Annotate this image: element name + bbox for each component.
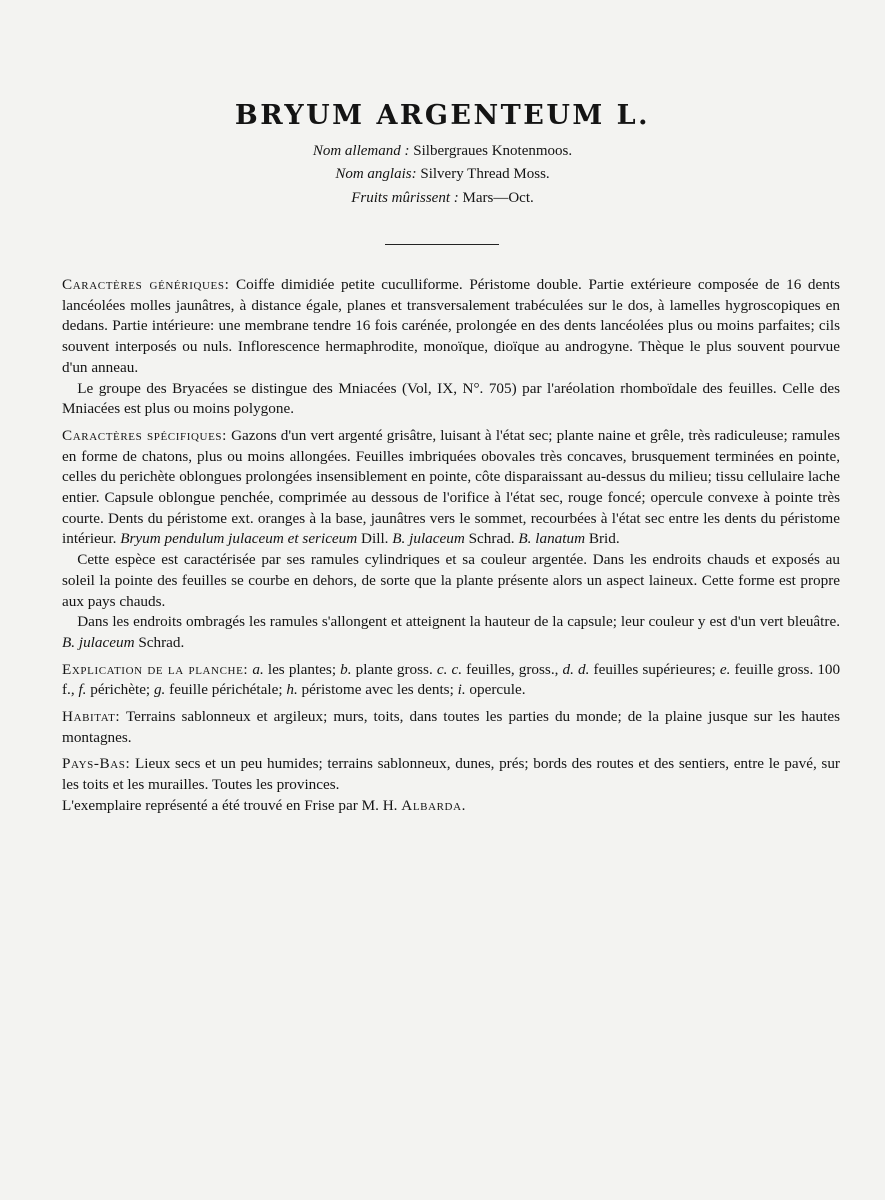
synonym-1: Bryum pendulum julaceum et sericeum bbox=[120, 530, 358, 548]
english-name-line bbox=[0, 166, 885, 183]
collector-name: Albarda. bbox=[401, 796, 467, 814]
generic-characters-text: Coiffe dimidiée petite cuculliforme. Péristome double. Partie extérieure composée de 16 dents lancéolées molles jaunâtres, à distance égale, planes et transversalement trabéculées sur le dos, à lamelles hygroscopiques en dedans. Partie intérieure: une membrane tendre 16 fois carénée, prolongée en des dents lancéolées plus ou moins parfaites; cils souvent interposés ou nuls. Inflorescence hermaphrodite, monoïque, dioïque au androgyne. Thèque le plus souvent pourvue d'un anneau. bbox=[62, 276, 840, 376]
german-name: Silbergraues Knotenmoos. bbox=[413, 143, 573, 159]
english-name: Silvery Thread Moss. bbox=[420, 166, 550, 182]
shade-synonym: B. julaceum bbox=[62, 633, 135, 651]
plate-key-e: e. bbox=[719, 660, 731, 678]
separator-rule bbox=[385, 244, 499, 245]
page-title: BRYUM ARGENTEUM L. bbox=[234, 100, 651, 131]
fruiting-label: Fruits mûrissent : bbox=[351, 190, 459, 206]
bryaceae-text: Le groupe des Bryacées se distingue des Mniacées (Vol, IX, N°. 705) par l'aréolation rhomboïdale des feuilles. Celle des Mniacées est plus ou moins polygone. bbox=[62, 379, 840, 418]
netherlands-paragraph bbox=[62, 754, 840, 795]
shade-paragraph bbox=[62, 612, 840, 653]
plate-key-i: i. bbox=[457, 681, 466, 699]
synonym-2: B. julaceum bbox=[392, 530, 465, 548]
species-text: Cette espèce est caractérisée par ses ramules cylindriques et sa couleur argentée. Dans les endroits chauds et exposés au soleil la pointe des feuilles se courbe en dehors, de sorte que la plante présente alors un aspect laineux. Cette forme est propre aux pays chauds. bbox=[62, 551, 840, 610]
plate-explanation-label: Explication de la planche: bbox=[62, 660, 249, 678]
netherlands-label: Pays-Bas: bbox=[62, 755, 131, 773]
specific-characters-paragraph bbox=[62, 426, 840, 550]
generic-characters-label: Caractères génériques: bbox=[62, 276, 230, 293]
habitat-text: Terrains sablonneux et argileux; murs, toits, dans toutes les parties du monde; de la plaine jusque sur les hautes montagnes. bbox=[62, 708, 840, 746]
specific-characters-text: Gazons d'un vert argenté grisâtre, luisant à l'état sec; plante naine et grêle, très radiculeuse; ramules en forme de chatons, plus ou moins allongées. Feuilles imbriquées obovales très concaves, brusquement terminées en pointe, celles du perichète oblongues prolongées insensiblement en pointe, côte disparaissant au-dessus du milieu; tissu cellulaire lache entier. Capsule oblongue penchée, comprimée au dessous de l'orifice à l'état sec, rouge foncé; opercule convexe à pointe très courte. Dents du péristome ext. oranges à la base, jaunâtres vers le sommet, recourbées à l'état sec entre les dents du péristome intérieur. bbox=[62, 426, 840, 548]
synonym-3-author: Brid. bbox=[588, 530, 620, 548]
plate-text-g: feuille périchétale; bbox=[169, 681, 283, 699]
plate-key-h: h. bbox=[286, 681, 298, 699]
plate-explanation-paragraph bbox=[62, 660, 840, 701]
plate-key-g: g. bbox=[153, 681, 166, 699]
plate-key-a: a. bbox=[252, 660, 264, 678]
description-body bbox=[62, 275, 840, 817]
plate-text-f: périchète; bbox=[90, 681, 151, 699]
shade-text: Dans les endroits ombragés les ramules s'allongent et atteignent la hauteur de la capsule; leur couleur y est d'un vert bleuâtre. bbox=[77, 613, 840, 631]
bryaceae-paragraph bbox=[62, 379, 840, 420]
fruiting-line bbox=[0, 190, 885, 207]
plate-text-a: les plantes; bbox=[267, 660, 337, 678]
plate-key-d: d. d. bbox=[562, 660, 590, 678]
species-paragraph bbox=[62, 550, 840, 612]
plate-text-b: plante gross. bbox=[355, 660, 433, 678]
plate-key-f: f. bbox=[78, 681, 87, 699]
synonym-1-author: Dill. bbox=[361, 530, 389, 548]
plate-text-d: feuilles supérieures; bbox=[593, 660, 716, 678]
specific-characters-label: Caractères spécifiques: bbox=[62, 426, 227, 444]
synonym-2-author: Schrad. bbox=[468, 530, 515, 548]
plate-text-e: feuille gross. 100 f., bbox=[62, 660, 841, 699]
synonym-3: B. lanatum bbox=[518, 530, 586, 548]
netherlands-text: Lieux secs et un peu humides; terrains sablonneux, dunes, prés; bords des routes et des sentiers, entre le pavé, sur les toits et les murailles. Toutes les provinces. bbox=[62, 755, 840, 794]
plate-text-i: opercule. bbox=[469, 681, 526, 699]
german-name-line bbox=[0, 143, 885, 160]
specimen-paragraph bbox=[62, 796, 840, 817]
plate-key-b: b. bbox=[340, 660, 352, 678]
specimen-text: L'exemplaire représenté a été trouvé en Frise par M. H. bbox=[62, 796, 398, 814]
generic-characters-paragraph bbox=[62, 275, 840, 379]
plate-text-c: feuilles, gross., bbox=[466, 660, 559, 678]
english-name-label: Nom anglais: bbox=[335, 166, 417, 182]
plate-key-c: c. c. bbox=[436, 660, 463, 678]
shade-synonym-author: Schrad. bbox=[138, 633, 185, 651]
plate-text-h: péristome avec les dents; bbox=[301, 681, 454, 699]
fruiting-value: Mars—Oct. bbox=[462, 190, 534, 206]
habitat-paragraph bbox=[62, 707, 840, 748]
habitat-label: Habitat: bbox=[62, 708, 121, 726]
german-name-label: Nom allemand : bbox=[312, 143, 410, 159]
